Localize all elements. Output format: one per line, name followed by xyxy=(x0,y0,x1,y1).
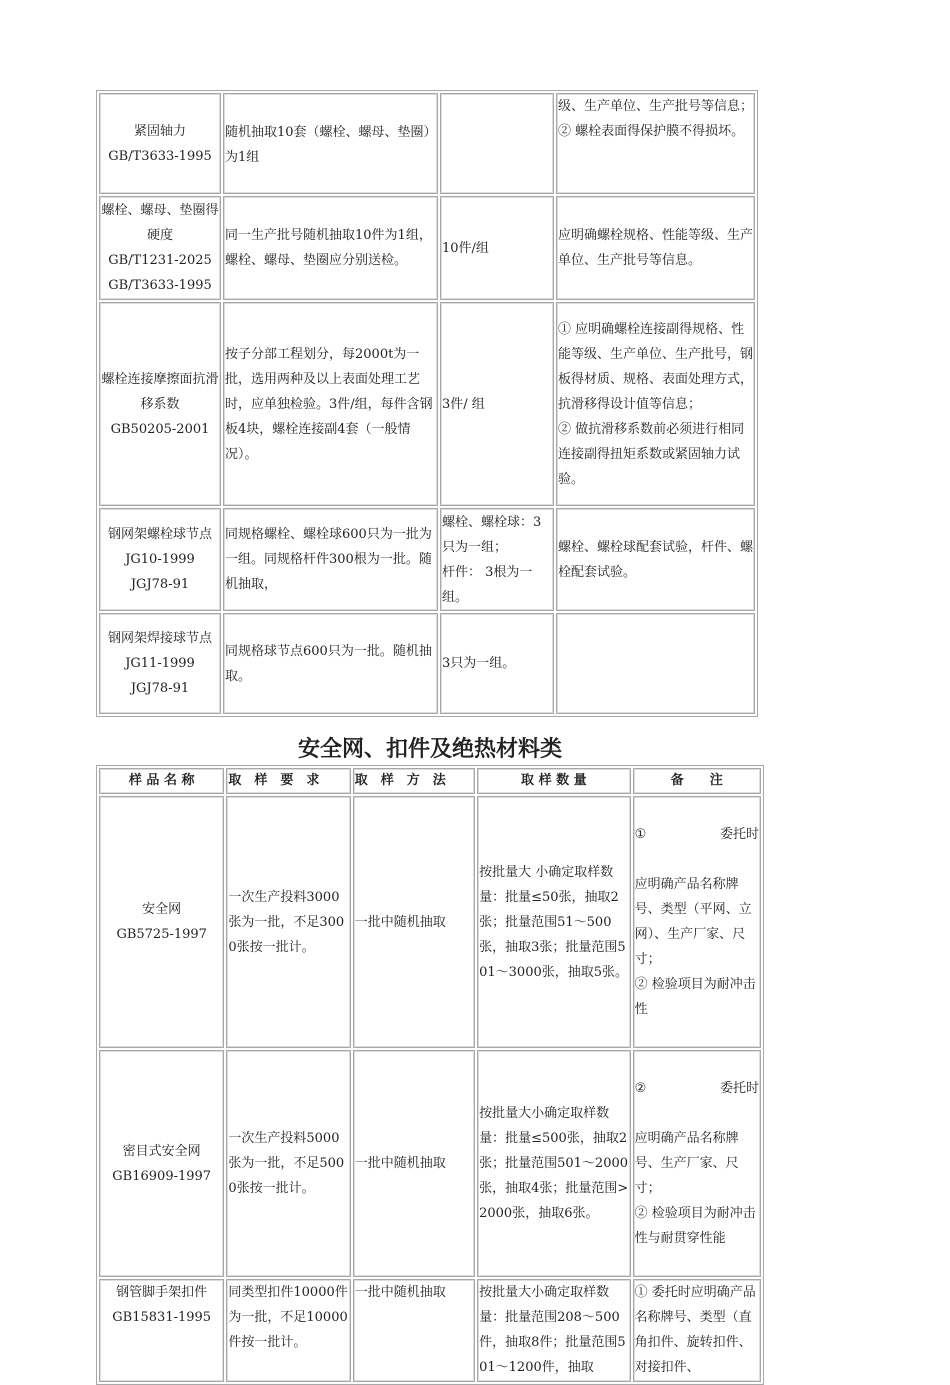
sample-name-cell: 钢网架焊接球节点 JG11-1999 JGJ78-91 xyxy=(99,613,221,714)
sample-name-cell: 螺栓连接摩擦面抗滑移系数 GB50205-2001 xyxy=(99,302,221,506)
table-row xyxy=(99,508,755,611)
sampling-requirement-cell: 一次生产投料5000张为一批，不足5000张按一批计。 xyxy=(226,1050,350,1277)
remarks-cell xyxy=(633,796,761,1048)
remarks-cell: ① 委托时应明确产品名称牌号、类型（直角扣件、旋转扣件、对接扣件、 xyxy=(633,1279,761,1382)
sample-qty-cell: 3只为一组。 xyxy=(440,613,554,714)
sampling-method-cell: 一批中随机抽取 xyxy=(353,796,475,1048)
remarks-cell xyxy=(633,1050,761,1277)
table-row xyxy=(99,1279,761,1382)
remarks-cell: 应明确螺栓规格、性能等级、生产单位、生产批号等信息。 xyxy=(556,196,755,300)
sampling-method-cell: 随机抽取10套（螺栓、螺母、垫圈）为1组 xyxy=(223,93,438,194)
sampling-method-cell: 按子分部工程划分，每2000t为一批，选用两种及以上表面处理工艺时，应单独检验。3件/组，每件含钢板4块，螺栓连接副4套（一般情况）。 xyxy=(223,302,438,506)
table-row xyxy=(99,613,755,714)
section-title: 安全网、扣件及绝热材料类 xyxy=(297,737,562,762)
sample-qty-cell: 10件/组 xyxy=(440,196,554,300)
table-safety-nets-fasteners xyxy=(96,765,764,1385)
remarks-cell: 级、生产单位、生产批号等信息； ② 螺栓表面得保护膜不得损坏。 xyxy=(556,93,755,194)
sample-qty-cell: 按批量大 小确定取样数量：批量≤50张，抽取2张；批量范围51～500张，抽取3张；批量范围501～3000张，抽取5张。 xyxy=(477,796,630,1048)
sampling-method-cell: 同一生产批号随机抽取10件为1组，螺栓、螺母、垫圈应分别送检。 xyxy=(223,196,438,300)
remarks-cell: 螺栓、螺栓球配套试验，杆件、螺栓配套试验。 xyxy=(556,508,755,611)
sample-name-cell: 钢网架螺栓球节点 JG10-1999 JGJ78-91 xyxy=(99,508,221,611)
sample-name-cell: 密目式安全网 GB16909-1997 xyxy=(99,1050,224,1277)
table-row xyxy=(99,93,755,194)
remarks-rest: 应明确产品名称牌号、生产厂家、尺寸； ② 检验项目为耐冲击性与耐贯穿性能 xyxy=(634,1131,756,1246)
table-row xyxy=(99,796,761,1048)
remarks-first-line: ② 委托时 xyxy=(634,1081,759,1096)
sample-qty-cell: 按批量大小确定取样数量：批量≤500张，抽取2张；批量范围501～2000张，抽取4张；批量范围>2000张，抽取6张。 xyxy=(477,1050,630,1277)
table-steel-fasteners xyxy=(96,90,758,717)
remarks-first-line: ① 委托时 xyxy=(634,827,759,842)
table-row xyxy=(99,1050,761,1277)
sampling-method-cell: 同规格螺栓、螺栓球600只为一批为一组。同规格杆件300根为一批。随机抽取， xyxy=(223,508,438,611)
sampling-method-cell: 一批中随机抽取 xyxy=(353,1279,475,1382)
remarks-rest: 应明确产品名称牌号、类型（平网、立网）、生产厂家、尺寸； ② 检验项目为耐冲击性 xyxy=(634,877,756,1017)
sample-name-cell: 钢管脚手架扣件 GB15831-1995 xyxy=(99,1279,224,1382)
header-sample-quantity: 取 样 数 量 xyxy=(477,768,630,794)
header-sampling-requirement: 取 样 要 求 xyxy=(226,768,350,794)
sample-qty-cell: 按批量大小确定取样数量：批量范围208～500件，抽取8件；批量范围501～1200件，抽取 xyxy=(477,1279,630,1382)
sampling-requirement-cell: 一次生产投料3000张为一批，不足3000张按一批计。 xyxy=(226,796,350,1048)
sampling-method-cell: 一批中随机抽取 xyxy=(353,1050,475,1277)
table-row xyxy=(99,302,755,506)
sample-qty-cell xyxy=(440,93,554,194)
sample-name-cell: 安全网 GB5725-1997 xyxy=(99,796,224,1048)
sample-name-cell: 螺栓、螺母、垫圈得硬度 GB/T1231-2025 GB/T3633-1995 xyxy=(99,196,221,300)
header-remarks: 备 注 xyxy=(633,768,761,794)
remarks-cell xyxy=(556,613,755,714)
sampling-method-cell: 同规格球节点600只为一批。随机抽取。 xyxy=(223,613,438,714)
header-sample-name: 样 品 名 称 xyxy=(99,768,224,794)
header-sampling-method: 取 样 方 法 xyxy=(353,768,475,794)
table-row xyxy=(99,196,755,300)
sample-name-cell: 紧固轴力 GB/T3633-1995 xyxy=(99,93,221,194)
sample-qty-cell: 螺栓、螺栓球：3只为一组； 杆件： 3根为一组。 xyxy=(440,508,554,611)
sample-qty-cell: 3件/ 组 xyxy=(440,302,554,506)
remarks-cell: ① 应明确螺栓连接副得规格、性能等级、生产单位、生产批号，钢板得材质、规格、表面处理方式，抗滑移得设计值等信息； ② 做抗滑移系数前必须进行相同连接副得扭矩系数或紧固轴力试验。 xyxy=(556,302,755,506)
table-header-row xyxy=(99,768,761,794)
sampling-requirement-cell: 同类型扣件10000件为一批，不足10000件按一批计。 xyxy=(226,1279,350,1382)
